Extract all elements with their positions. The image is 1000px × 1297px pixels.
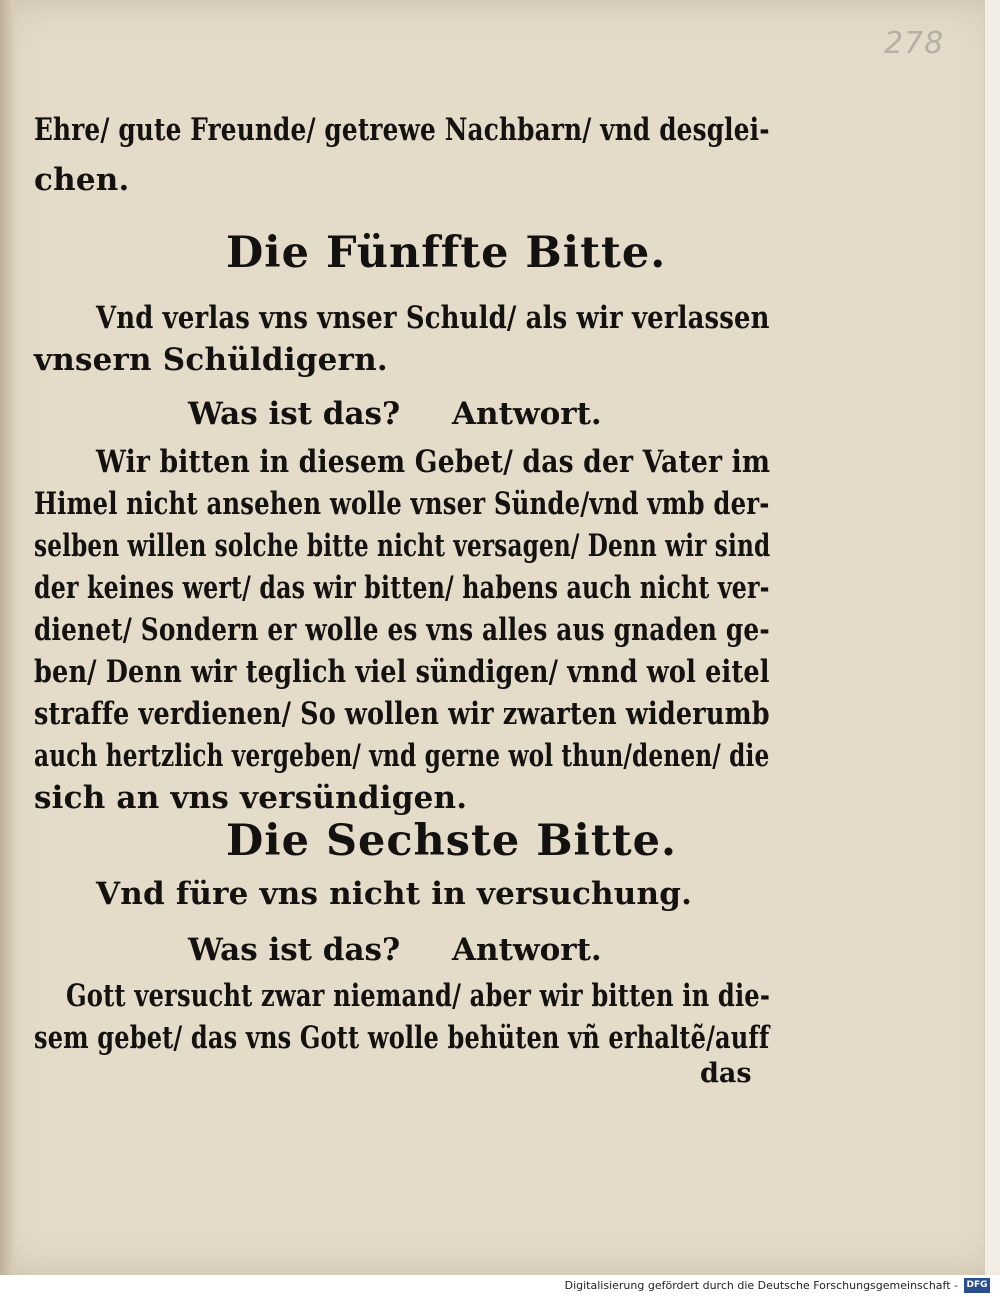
body-line: ben/ Denn wir teglich viel sündigen/ vnnd wol eitel — [34, 654, 770, 690]
funding-credit: Digitalisierung gefördert durch die Deutsche Forschungsgemeinschaft - — [564, 1279, 958, 1292]
heading-fifth-petition: Die Fünffte Bitte. — [226, 228, 667, 278]
body-line: auch hertzlich vergeben/ vnd gerne wol thun/denen/ die — [34, 738, 770, 774]
heading-sixth-petition: Die Sechste Bitte. — [226, 816, 677, 866]
answer-label: Antwort. — [452, 396, 602, 432]
body-line: straffe verdienen/ So wollen wir zwarten widerumb — [34, 696, 770, 732]
petition-line: vnsern Schüldigern. — [34, 342, 388, 378]
body-line: der keines wert/ das wir bitten/ habens auch nicht ver- — [34, 570, 770, 606]
question-label: Was ist das? — [188, 396, 401, 432]
body-line: Gott versucht zwar niemand/ aber wir bitten in die- — [66, 978, 771, 1014]
body-line: dienet/ Sondern er wolle es vns alles aus gnaden ge- — [34, 612, 770, 648]
question-label: Was ist das? — [188, 932, 401, 968]
body-line: selben willen solche bitte nicht versagen/ Denn wir sind — [34, 528, 771, 564]
body-line: Wir bitten in diesem Gebet/ das der Vater im — [96, 444, 771, 480]
footer-bar — [0, 1275, 1000, 1297]
page-outer-edge — [984, 0, 1000, 1275]
petition-line: Vnd verlas vns vnser Schuld/ als wir verlassen — [96, 300, 770, 336]
body-line: sich an vns versündigen. — [34, 780, 468, 816]
answer-label: Antwort. — [452, 932, 602, 968]
body-line: Himel nicht ansehen wolle vnser Sünde/vnd vmb der- — [34, 486, 770, 522]
catchword: das — [700, 1058, 752, 1089]
folio-number: 278 — [884, 26, 945, 61]
dfg-logo: DFG — [964, 1278, 990, 1293]
page-binding-edge — [0, 0, 14, 1275]
petition-line: Vnd füre vns nicht in versuchung. — [96, 876, 693, 912]
text-line: Ehre/ gute Freunde/ getrewe Nachbarn/ vnd desglei- — [34, 112, 770, 148]
body-line: sem gebet/ das vns Gott wolle behüten vñ erhaltẽ/auff — [34, 1020, 770, 1056]
text-line: chen. — [34, 162, 130, 198]
